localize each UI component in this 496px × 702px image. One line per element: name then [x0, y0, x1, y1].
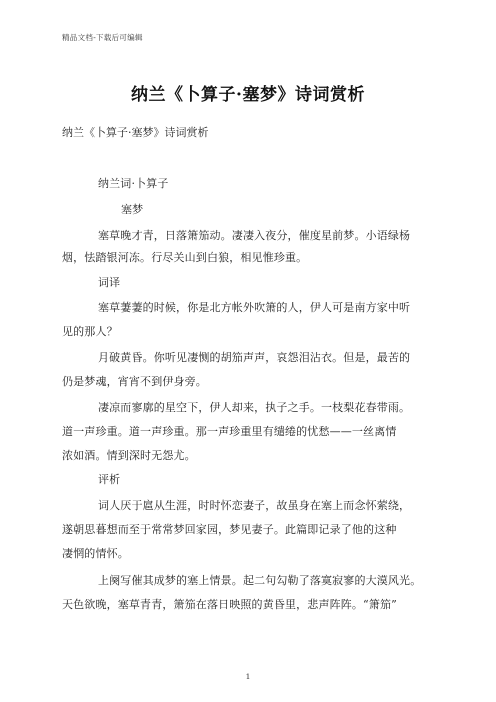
section-heading-translation: 词译: [98, 276, 121, 289]
poem-title: 塞梦: [121, 203, 144, 216]
header-note: 精品文档-下载后可编辑: [62, 33, 143, 42]
paragraph-line: 道一声珍重。道一声珍重。那一声珍重里有缱绻的忧愁——一丝离情: [62, 425, 397, 438]
page-number: 1: [245, 672, 251, 681]
paragraph-line: 遂朝思暮想而至于常常梦回家园，梦见妻子。此篇即记录了他的这种: [62, 523, 397, 536]
paragraph-line: 仍是梦魂，宵宵不到伊身旁。: [62, 375, 207, 388]
poem-line: 烟，怯踏银河冻。行尽关山到白狼，相见惟珍重。: [62, 251, 308, 264]
paragraph-line: 月破黄昏。你听见凄恻的胡笳声声，哀怨泪沾衣。但是，最苦的: [98, 351, 411, 364]
paragraph-line: 词人厌于扈从生涯，时时怀恋妻子，故虽身在塞上而念怀萦绕，: [98, 499, 411, 512]
document-title: 纳兰《卜算子·塞梦》诗词赏析: [131, 85, 365, 105]
paragraph-line: 见的那人？: [62, 325, 118, 338]
section-heading-analysis: 评析: [98, 473, 121, 486]
paragraph-line: 上阕写催其成梦的塞上情景。起二句勾勒了落寞寂寥的大漠风光。: [98, 574, 422, 587]
poem-heading: 纳兰词·卜算子: [98, 177, 169, 190]
paragraph-line: 塞草萋萋的时候，你是北方帐外吹箫的人，伊人可是南方家中听: [98, 301, 411, 314]
paragraph-line: 浓如酒。情到深时无怨尤。: [62, 449, 196, 462]
paragraph-line: 凄惘的情怀。: [62, 547, 129, 560]
document-subtitle: 纳兰《卜算子·塞梦》诗词赏析: [62, 126, 209, 139]
paragraph-line: 天色欲晚，塞草青青，箫笳在落日映照的黄昏里，悲声阵阵。“箫笳”: [62, 598, 397, 611]
poem-line: 塞草晚才青，日落箫笳动。凄凄入夜分，催度星前梦。小语绿杨: [98, 229, 411, 242]
paragraph-line: 凄凉而寥廓的星空下，伊人却来，执子之手。一枝梨花春带雨。: [98, 401, 411, 414]
